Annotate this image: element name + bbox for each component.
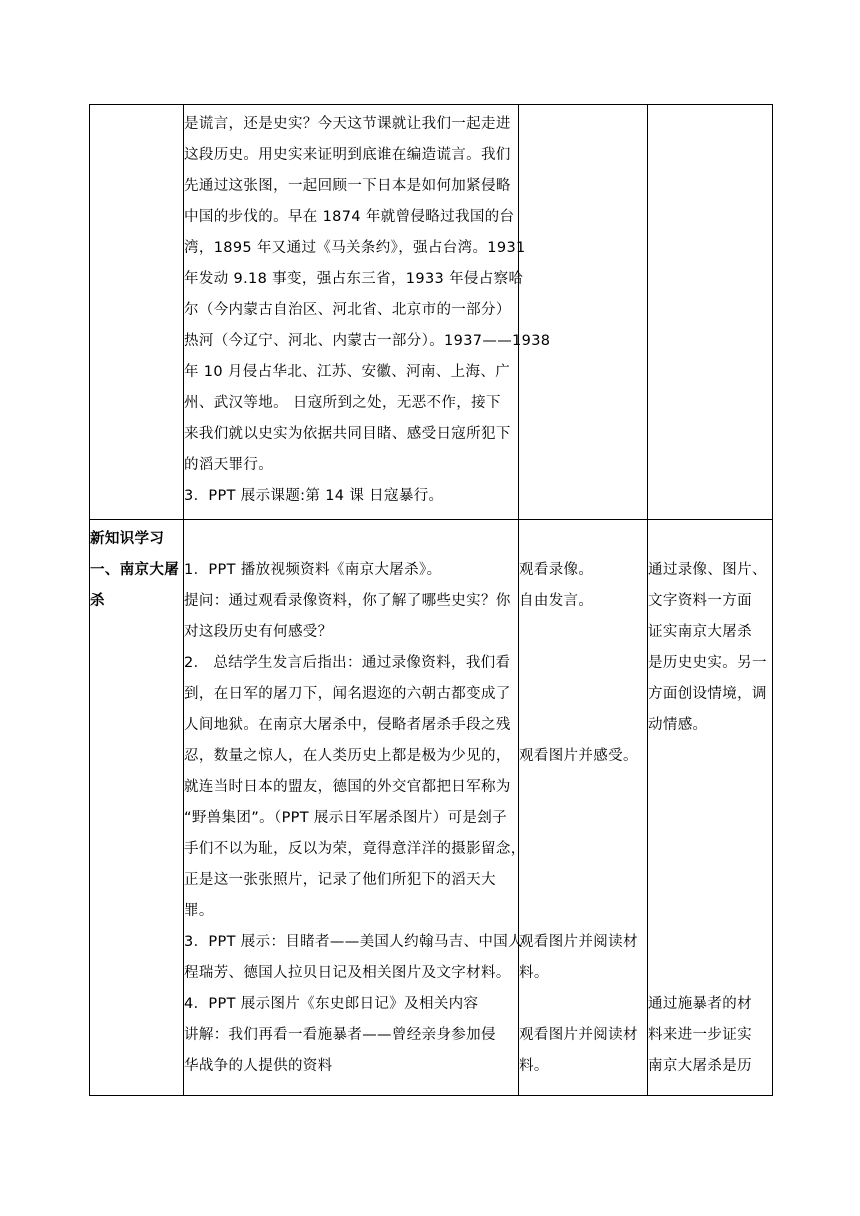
text-line: 讲解：我们再看一看施暴者——曾经亲身参加侵 [184,1027,496,1043]
text-line: 3．PPT 展示：目睹者——美国人约翰马吉、中国人 [184,934,523,950]
text-line: 华战争的人提供的资料 [184,1058,333,1074]
text-line [184,524,518,555]
text-line [648,865,772,896]
text-line [648,524,772,555]
text-line: 的滔天罪行。 [184,457,274,473]
text-line [648,896,772,927]
text-line: 州、武汉等地。 日寇所到之处，无恶不作，接下 [184,395,501,411]
text-line [519,989,647,1020]
section-cell-empty [90,105,184,520]
text-line: 通过录像、图片、 [648,562,767,578]
text-line: 动情感。 [648,717,708,733]
table-row-new-knowledge [90,520,773,1096]
text-line: 通过施暴者的材 [648,996,752,1012]
text-line: 观看图片并阅读材 [519,934,638,950]
design-intent-text [648,520,772,1082]
text-line: 先通过这张图，一起回顾一下日本是如何加紧侵略 [184,178,511,194]
student-activity-cell-empty [519,105,648,520]
student-activity-cell [519,520,648,1096]
text-line: 提问：通过观看录像资料，你了解了哪些史实？你 [184,593,511,609]
teacher-activity-text [184,105,551,512]
text-line: 到，在日军的屠刀下，闻名遐迩的六朝古都变成了 [184,686,511,702]
section-heading-line: 杀 [90,593,105,609]
text-line: 对这段历史有何感受？ [184,624,333,640]
text-line [519,648,647,679]
text-line [648,927,772,958]
text-line: 观看图片并阅读材 [519,1027,638,1043]
text-line: 2． 总结学生发言后指出：通过录像资料，我们看 [184,655,511,671]
design-intent-cell [648,520,773,1096]
text-line: 自由发言。 [519,593,594,609]
text-line [648,834,772,865]
text-line [519,710,647,741]
section-heading [90,520,183,617]
text-line: 湾，1895 年又通过《马关条约》，强占台湾。1931 [184,240,526,256]
text-line: 来我们就以史实为依据共同目睹、感受日寇所犯下 [184,426,511,442]
text-line [648,741,772,772]
text-line [648,958,772,989]
teacher-activity-cell [184,520,526,1096]
text-line: 方面创设情境，调 [648,686,767,702]
text-line: 观看图片并感受。 [519,748,638,764]
text-line [519,834,647,865]
text-line: 1．PPT 播放视频资料《南京大屠杀》。 [184,562,442,578]
text-line: 料。 [519,965,549,981]
text-line: 文字资料一方面 [648,593,752,609]
design-intent-cell-empty [648,105,773,520]
section-cell [90,520,184,1096]
text-line [519,865,647,896]
text-line: 罪。 [184,903,214,919]
text-line [519,617,647,648]
text-line: 年 10 月侵占华北、江苏、安徽、河南、上海、广 [184,364,511,380]
teacher-activity-cell [184,105,551,520]
text-line: 就连当时日本的盟友，德国的外交官都把日军称为 [184,779,511,795]
text-line: 手们不以为耻，反以为荣，竟得意洋洋的摄影留念， [184,841,526,857]
text-line: 是谎言，还是史实？今天这节课就让我们一起走进 [184,116,511,132]
text-line: 南京大屠杀是历 [648,1058,752,1074]
text-line: “野兽集团”。（PPT 展示日军屠杀图片）可是刽子 [184,810,507,826]
student-activity-text [519,520,647,1082]
lesson-plan-table [89,104,773,1096]
text-line: 中国的步伐的。早在 1874 年就曾侵略过我国的台 [184,209,515,225]
table-row-intro [90,105,773,520]
text-line: 尔（今内蒙古自治区、河北省、北京市的一部分） [184,302,511,318]
text-line: 这段历史。用史实来证明到底谁在编造谎言。我们 [184,147,511,163]
text-line: 正是这一张张照片，记录了他们所犯下的滔天大 [184,872,496,888]
text-line [519,524,647,555]
text-line [519,772,647,803]
text-line: 程瑞芳、德国人拉贝日记及相关图片及文字材料。 [184,965,511,981]
text-line: 观看录像。 [519,562,594,578]
text-line: 料来进一步证实 [648,1027,752,1043]
text-line: 料。 [519,1058,549,1074]
text-line [519,896,647,927]
text-line: 证实南京大屠杀 [648,624,752,640]
text-line [519,803,647,834]
text-line: 人间地狱。在南京大屠杀中，侵略者屠杀手段之残 [184,717,511,733]
text-line: 4．PPT 展示图片《东史郎日记》及相关内容 [184,996,479,1012]
text-line [648,803,772,834]
teacher-activity-text [184,520,526,1082]
text-line [648,772,772,803]
section-heading-line: 新知识学习 [90,531,165,547]
text-line: 忍，数量之惊人，在人类历史上都是极为少见的， [184,748,511,764]
text-line: 年发动 9.18 事变，强占东三省，1933 年侵占察哈 [184,271,524,287]
text-line: 热河（今辽宁、河北、内蒙古一部分）。1937——1938 [184,333,551,349]
text-line [519,679,647,710]
text-line: 3．PPT 展示课题:第 14 课 日寇暴行。 [184,488,444,504]
text-line: 是历史史实。另一 [648,655,767,671]
section-heading-line: 一、南京大屠 [90,562,180,578]
